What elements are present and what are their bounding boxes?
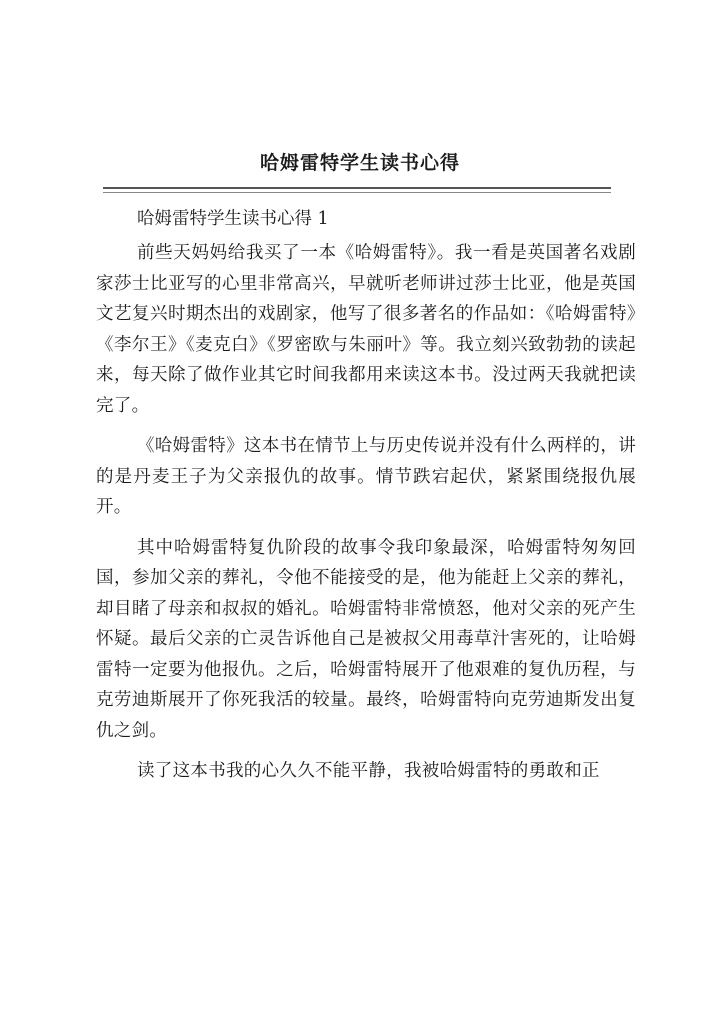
section-subtitle: 哈姆雷特学生读书心得 1 (137, 209, 329, 229)
paragraph-1: 前些天妈妈给我买了一本《哈姆雷特》。我一看是英国著名戏剧家莎士比亚写的心里非常高兴，早就听老师讲过莎士比亚，他是英国文艺复兴时期杰出的戏剧家，他写了很多著名的作品如：《哈姆雷特》《李尔王》《麦克白》《罗密欧与朱丽叶》等。我立刻兴致勃勃的读起来，每天除了做作业其它时间我都用来读这本书。没过两天我就把读完了。 (96, 243, 636, 416)
document-body (96, 200, 636, 797)
paragraph-2: 《哈姆雷特》这本书在情节上与历史传说并没有什么两样的，讲的是丹麦王子为父亲报仇的故事。情节跌宕起伏，紧紧围绕报仇展开。 (96, 436, 636, 517)
title-divider-thin (103, 192, 611, 193)
paragraph-3: 其中哈姆雷特复仇阶段的故事令我印象最深，哈姆雷特匆匆回国，参加父亲的葬礼，令他不能接受的是，他为能赶上父亲的葬礼，却目睹了母亲和叔叔的婚礼。哈姆雷特非常愤怒，他对父亲的死产生怀疑。最后父亲的亡灵告诉他自己是被叔父用毒草汁害死的，让哈姆雷特一定要为他报仇。之后，哈姆雷特展开了他艰难的复仇历程，与克劳迪斯展开了你死我活的较量。最终，哈姆雷特向克劳迪斯发出复仇之剑。 (96, 537, 636, 741)
paragraph-4: 读了这本书我的心久久不能平静，我被哈姆雷特的勇敢和正 (137, 761, 600, 781)
title-divider-thick (103, 187, 611, 189)
page-title: 哈姆雷特学生读书心得 (259, 152, 460, 174)
